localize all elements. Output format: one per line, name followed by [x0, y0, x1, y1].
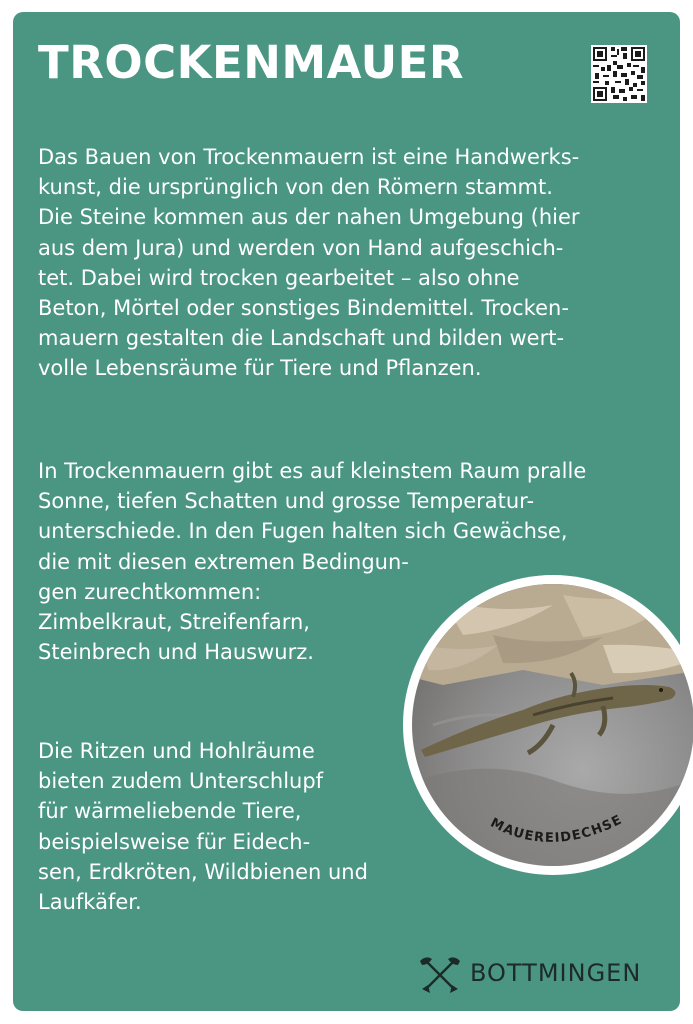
animals-paragraph: [38, 736, 368, 917]
text-line: Laufkäfer.: [38, 890, 142, 915]
text-line: Sonne, tiefen Schatten und grosse Temperatur-: [38, 489, 535, 514]
bottmingen-crest-icon: [418, 955, 462, 995]
text-line: Die Steine kommen aus der nahen Umgebung (hier: [38, 205, 580, 230]
lizard-photo: [403, 575, 693, 875]
text-line: Die Ritzen und Hohlräume: [38, 739, 315, 763]
text-line: gen zurechtkommen:: [38, 579, 262, 604]
text-line: In Trockenmauern gibt es auf kleinstem Raum pralle: [38, 459, 587, 483]
text-line: beispielsweise für Eidech-: [38, 829, 311, 854]
text-line: volle Lebensräume für Tiere und Pflanzen.: [38, 356, 482, 381]
lizard-photo-illustration: [403, 575, 693, 875]
text-line: kunst, die ursprünglich von den Römern stammt.: [38, 175, 553, 200]
text-line: tet. Dabei wird trocken gearbeitet – also ohne: [38, 265, 520, 290]
text-line: sen, Erdkröten, Wildbienen und: [38, 859, 368, 884]
text-line: mauern gestalten die Landschaft und bilden wert-: [38, 326, 565, 351]
qr-code-icon[interactable]: [591, 45, 647, 103]
text-line: aus dem Jura) und werden von Hand aufgeschich-: [38, 235, 564, 260]
text-line: für wärmeliebende Tiere,: [38, 799, 302, 824]
text-line: Das Bauen von Trockenmauern ist eine Handwerks-: [38, 145, 580, 169]
text-line: Zimbelkraut, Streifenfarn,: [38, 610, 310, 635]
text-line: unterschiede. In den Fugen halten sich Gewächse,: [38, 519, 568, 544]
brand-name: BOTTMINGEN: [470, 959, 642, 987]
intro-paragraph: [38, 142, 580, 384]
text-line: Beton, Mörtel oder sonstiges Bindemittel. Trocken-: [38, 296, 569, 321]
photo-caption-path: MAUEREIDECHSE: [487, 812, 626, 846]
text-line: die mit diesen extremen Bedingun-: [38, 549, 409, 574]
sign-title: TROCKENMAUER: [38, 36, 465, 89]
text-line: bieten zudem Unterschlupf: [38, 769, 324, 794]
text-line: Steinbrech und Hauswurz.: [38, 640, 314, 665]
